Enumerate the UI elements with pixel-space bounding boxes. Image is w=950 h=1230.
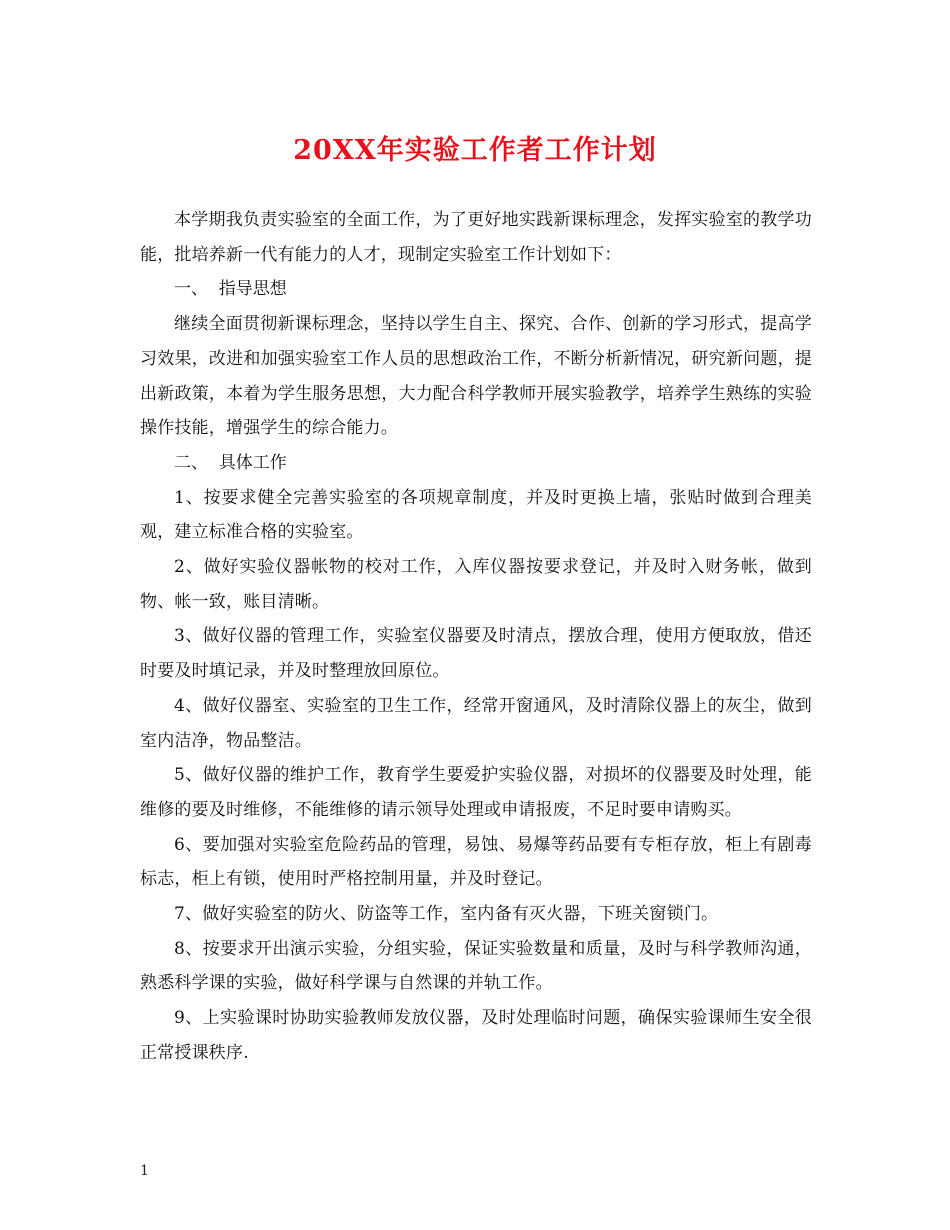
page-number: 1 [140, 1163, 149, 1179]
work-item-4: 4、做好仪器室、实验室的卫生工作，经常开窗通风，及时清除仪器上的灰尘，做到室内洁净，物品整洁。 [140, 695, 812, 751]
work-item-2: 2、做好实验仪器帐物的校对工作，入库仪器按要求登记，并及时入财务帐，做到物、帐一致，账目清晰。 [140, 557, 812, 612]
intro-paragraph: 本学期我负责实验室的全面工作，为了更好地实践新课标理念，发挥实验室的教学功能，批培养新一代有能力的人才，现制定实验室工作计划如下： [140, 210, 812, 265]
work-item-5: 5、做好仪器的维护工作，教育学生要爱护实验仪器，对损坏的仪器要及时处理，能维修的要及时维修，不能维修的请示领导处理或申请报废，不足时要申请购买。 [140, 765, 812, 820]
section-paragraph-guiding-thought: 继续全面贯彻新课标理念，坚持以学生自主、探究、合作、创新的学习形式，提高学习效果，改进和加强实验室工作人员的思想政治工作，不断分析新情况，研究新问题，提出新政策，本着为学生服务思想，大力配合科学教师开展实验教学，培养学生熟练的实验操作技能，增强学生的综合能力。 [140, 314, 812, 439]
work-item-6: 6、要加强对实验室危险药品的管理，易蚀、易爆等药品要有专柜存放，柜上有剧毒标志，柜上有锁，使用时严格控制用量，并及时登记。 [140, 834, 812, 890]
work-item-8: 8、按要求开出演示实验，分组实验，保证实验数量和质量，及时与科学教师沟通，熟悉科学课的实验，做好科学课与自然课的并轨工作。 [140, 938, 812, 994]
section-heading-specific-work: 二、 具体工作 [174, 452, 287, 473]
work-item-9: 9、上实验课时协助实验教师发放仪器，及时处理临时问题，确保实验课师生安全很正常授课秩序. [140, 1008, 812, 1063]
document-title: 20XX年实验工作者工作计划 [293, 135, 657, 166]
work-item-1: 1、按要求健全完善实验室的各项规章制度，并及时更换上墙，张贴时做到合理美观，建立标准合格的实验室。 [140, 487, 812, 543]
work-item-7: 7、做好实验室的防火、防盗等工作，室内备有灭火器，下班关窗锁门。 [174, 904, 719, 925]
section-heading-guiding-thought: 一、 指导思想 [174, 279, 287, 300]
document-body [140, 203, 812, 1071]
work-item-3: 3、做好仪器的管理工作，实验室仪器要及时清点，摆放合理，使用方便取放，借还时要及时填记录，并及时整理放回原位。 [140, 626, 812, 682]
